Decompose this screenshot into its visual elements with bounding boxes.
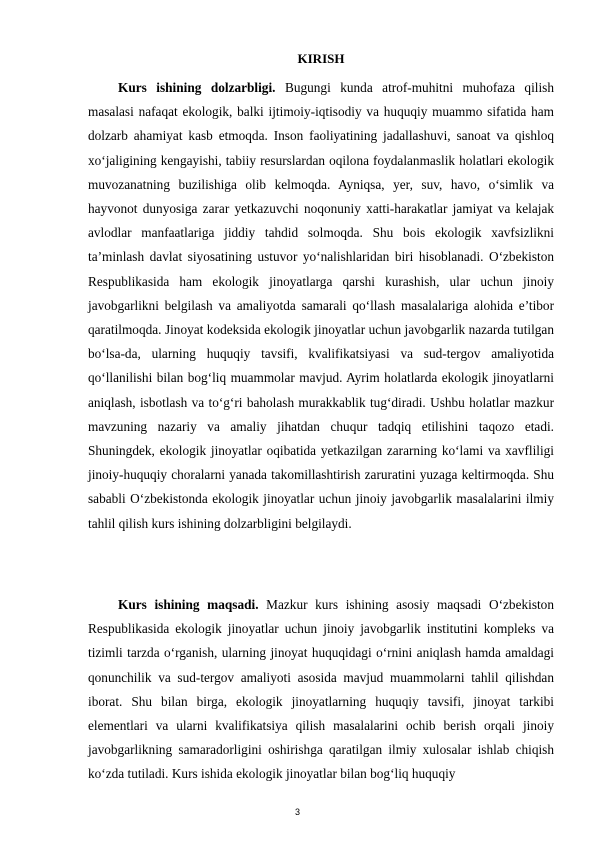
paragraph-text-relevance: Bugungi kunda atrof-muhitni muhofaza qilish masalasi nafaqat ekologik, balki ijtimoiy-iqtisodiy va huquqiy muammo sifatida ham dolzarb ahamiyat kasb etmoqda. Inson faoliyatining jadallashuvi, sanoat va qishloq xo‘jaligining kengayishi, tabiiy resurslardan oqilona foydalanmaslik holatlari ekologik muvozanatning buzilishiga olib kelmoqda. Ayniqsa, yer, suv, havo, o‘simlik va hayvonot dunyosiga zarar yetkazuvchi noqonuniy xatti-harakatlar jamiyat va kelajak avlodlar manfaatlariga jiddiy tahdid solmoqda. Shu bois ekologik xavfsizlikni ta’minlash davlat siyosatining ustuvor yo‘nalishlaridan biri hisoblanadi. O‘zbekiston Respublikasida ham ekologik jinoyatlarga qarshi kurashish, ular uchun jinoiy javobgarlikni belgilash va amaliyotda samarali qo‘llash masalalariga alohida e’tibor qaratilmoqda. Jinoyat kodeksida ekologik jinoyatlar uchun javobgarlik nazarda tutilgan bo‘lsa-da, ularning huquqiy tavsifi, kvalifikatsiyasi va sud-tergov amaliyotida qo‘llanilishi bilan bog‘liq muammolar mavjud. Ayrim holatlarda ekologik jinoyatlarni aniqlash, isbotlash va to‘g‘ri baholash murakkablik tug‘diradi. Ushbu holatlar mazkur mavzuning nazariy va amaliy jihatdan chuqur tadqiq etilishini taqozo etadi. Shuningdek, ekologik jinoyatlar oqibatida yetkazilgan zararning ko‘lami va xavfliligi jinoiy-huquqiy choralarni yanada takomillashtirish zaruratini yuzaga keltirmoqda. Shu sababli O‘zbekistonda ekologik jinoyatlar uchun jinoiy javobgarlik masalalarini ilmiy tahlil qilish kurs ishining dolzarbligini belgilaydi. (88, 80, 554, 531)
section-title: KIRISH (297, 51, 345, 66)
paragraph-text-goal: Mazkur kurs ishining asosiy maqsadi O‘zbekiston Respublikasida ekologik jinoyatlar uchun jinoiy javobgarlik institutini kompleks va tizimli tarzda o‘rganish, ularning jinoyat huquqidagi o‘rnini aniqlash hamda amaldagi qonunchilik va sud-tergov amaliyoti asosida mavjud muammolarni tahlil qilishdan iborat. Shu bilan birga, ekologik jinoyatlarning huquqiy tavsifi, jinoyat tarkibi elementlari va ularni kvalifikatsiya qilish masalalarini ochib berish orqali jinoiy javobgarlikning samaradorligini oshirishga qaratilgan ilmiy xulosalar ishlab chiqish ko‘zda tutiladi. Kurs ishida ekologik jinoyatlar bilan bog‘liq huquqiy (88, 597, 554, 782)
paragraph-lead-relevance: Kurs ishining dolzarbligi. (118, 80, 276, 95)
paragraph-lead-goal: Kurs ishining maqsadi. (118, 597, 259, 612)
paragraph-goal (88, 593, 554, 787)
paragraph-relevance (88, 76, 554, 536)
page-number: 3 (294, 807, 300, 817)
